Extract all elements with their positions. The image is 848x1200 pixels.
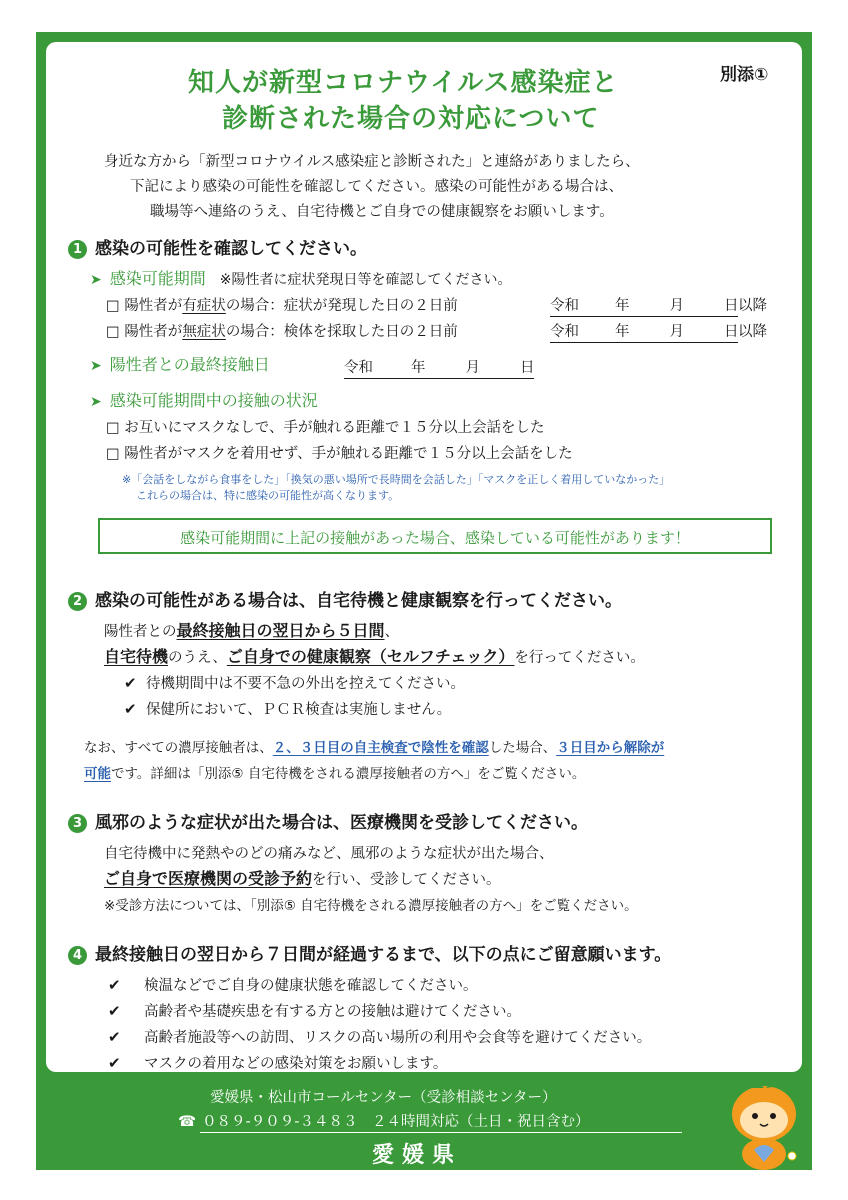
- arrow-icon: ➤: [90, 272, 102, 288]
- phone-icon: ☎: [178, 1114, 197, 1130]
- section-4-number: 4: [68, 946, 87, 965]
- arrow-icon: ➤: [90, 358, 102, 374]
- s2-note-line-1: なお、すべての濃厚接触者は、２、３日目の自主検査で陰性を確認した場合、３日目から解除が: [84, 740, 665, 756]
- s2-check-2: ✔ 保健所において、ＰＣＲ検査は実施しません。: [124, 700, 452, 718]
- last-contact-row: ➤ 陽性者との最終接触日: [90, 355, 270, 374]
- contact-item-1: □ お互いにマスクなしで、手が触れる距離で１５分以上会話をした: [106, 420, 545, 436]
- checkbox[interactable]: □: [106, 324, 120, 340]
- s3-line-1: 自宅待機中に発熱やのどの痛みなど、風邪のような症状が出た場合、: [104, 846, 554, 862]
- s2-check-1: ✔ 待機期間中は不要不急の外出を控えてください。: [124, 674, 465, 692]
- mascot-icon: [726, 1080, 802, 1172]
- checkmark-icon: ✔: [108, 1054, 121, 1072]
- checkmark-icon: ✔: [108, 1002, 121, 1020]
- contact-item-2: □ 陽性者がマスクを着用せず、手が触れる距離で１５分以上会話をした: [106, 446, 573, 462]
- s4-check-2: ✔ 高齢者や基礎疾患を有する方との接触は避けてください。: [108, 1002, 521, 1020]
- checkmark-icon: ✔: [108, 1028, 121, 1046]
- intro-line-3: 職場等へ連絡のうえ、自宅待機とご自身での健康観察をお願いします。: [150, 204, 614, 220]
- s3-line-3: ※受診方法については、「別添⑤ 自宅待機をされる濃厚接触者の方へ」をご覧ください。: [104, 898, 638, 914]
- s2-note-line-2: 可能です。詳細は「別添⑤ 自宅待機をされる濃厚接触者の方へ」をご覧ください。: [84, 766, 586, 782]
- checkmark-icon: ✔: [124, 700, 137, 718]
- section-2-number: 2: [68, 592, 87, 611]
- contact-note-2: これらの場合は、特に感染の可能性が高くなります。: [136, 489, 400, 502]
- annex-label: 別添①: [720, 65, 769, 85]
- last-contact-date-field: 令和 年 月 日: [344, 356, 534, 379]
- prefecture-name: 愛媛県: [372, 1143, 463, 1168]
- section-3-number: 3: [68, 814, 87, 833]
- checkmark-icon: ✔: [124, 674, 137, 692]
- checkbox[interactable]: □: [106, 298, 120, 314]
- date-field-asymptomatic: 令和 年 月 日以降: [550, 320, 767, 343]
- contact-subheading: ➤ 感染可能期間中の接触の状況: [90, 391, 318, 410]
- call-center-name: 愛媛県・松山市コールセンター（受診相談センター）: [210, 1090, 557, 1106]
- period-subheading: ➤ 感染可能期間 ※陽性者に症状発現日等を確認してください。: [90, 269, 512, 288]
- section-4-heading: 4 最終接触日の翌日から７日間が経過するまで、以下の点にご留意願います。: [68, 940, 671, 965]
- s3-line-2: ご自身で医療機関の受診予約を行い、受診してください。: [104, 869, 501, 888]
- infection-alert-box: 感染可能期間に上記の接触があった場合、感染している可能性があります！: [98, 518, 772, 554]
- section-1-heading: 1 感染の可能性を確認してください。: [68, 234, 367, 259]
- period-row-symptomatic: □ 陽性者が有症状の場合：症状が発現した日の２日前: [106, 298, 458, 314]
- s4-check-3: ✔ 高齢者施設等への訪問、リスクの高い場所の利用や会食等を避けてください。: [108, 1028, 652, 1046]
- footer-divider: [200, 1132, 682, 1133]
- date-field-symptomatic: 令和 年 月 日以降: [550, 294, 767, 317]
- section-2-heading: 2 感染の可能性がある場合は、自宅待機と健康観察を行ってください。: [68, 586, 622, 611]
- contact-note-1: ※「会話をしながら食事をした」「換気の悪い場所で長時間を会話した」「マスクを正しく着用していなかった」: [122, 473, 671, 486]
- period-row-asymptomatic: □ 陽性者が無症状の場合：検体を採取した日の２日前: [106, 324, 458, 340]
- arrow-icon: ➤: [90, 394, 102, 410]
- s2-line-2: 自宅待機のうえ、ご自身での健康観察（セルフチェック）を行ってください。: [104, 647, 645, 666]
- page-title-line2: 診断された場合の対応について: [222, 104, 600, 134]
- s4-check-4: ✔ マスクの着用などの感染対策をお願いします。: [108, 1054, 448, 1072]
- section-3-heading: 3 風邪のような症状が出た場合は、医療機関を受診してください。: [68, 808, 588, 833]
- page-title-line1: 知人が新型コロナウイルス感染症と: [188, 68, 619, 98]
- intro-line-1: 身近な方から「新型コロナウイルス感染症と診断された」と連絡がありましたら、: [104, 154, 640, 170]
- checkmark-icon: ✔: [108, 976, 121, 994]
- call-center-tel[interactable]: ☎ ０８９-９０９-３４８３ ２４時間対応（土日・祝日含む）: [178, 1114, 590, 1130]
- s2-line-1: 陽性者との最終接触日の翌日から５日間、: [104, 621, 400, 640]
- intro-line-2: 下記により感染の可能性を確認してください。感染の可能性がある場合は、: [130, 179, 623, 195]
- content-panel: [46, 42, 802, 1072]
- s4-check-1: ✔ 検温などでご自身の健康状態を確認してください。: [108, 976, 478, 994]
- section-1-number: 1: [68, 240, 87, 259]
